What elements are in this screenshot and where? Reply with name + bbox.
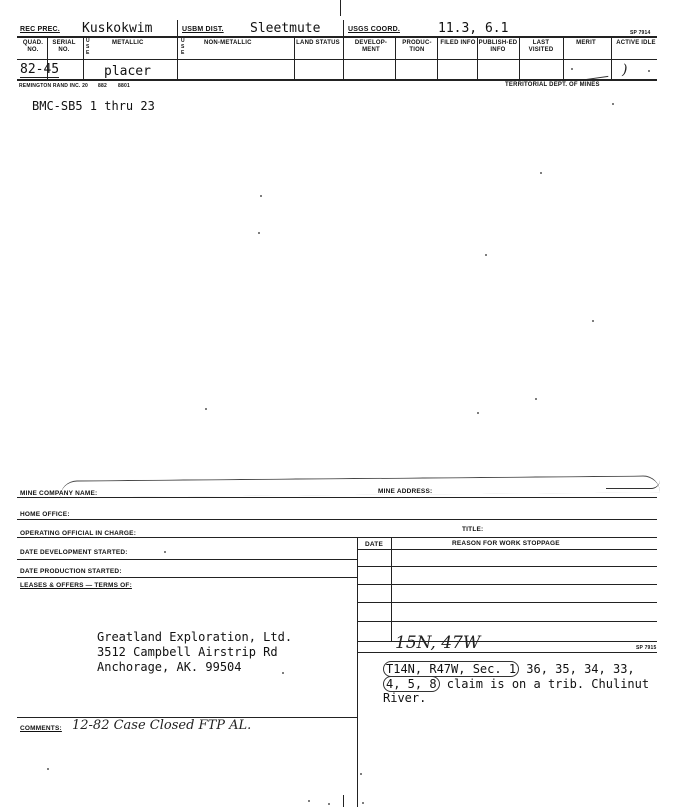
location-rest-2: claim is on a trib. Chulinut	[439, 677, 650, 691]
date-col-label: DATE	[365, 541, 384, 548]
usbm-dist-value: Sleetmute	[250, 21, 321, 36]
col-production: PRODUC-TION	[402, 40, 432, 53]
col-active-idle: ACTIVE IDLE	[616, 40, 656, 46]
location-rest-1: 36, 35, 34, 33,	[519, 662, 635, 676]
usgs-coord-value: 11.3, 6.1	[438, 21, 509, 36]
header-rule	[17, 36, 657, 38]
form-number-bottom: SP 7915	[636, 645, 657, 651]
department-label: TERRITORIAL DEPT. OF MINES	[505, 82, 600, 88]
company-name: Greatland Exploration, Ltd.	[97, 630, 293, 644]
comments-label: COMMENTS:	[20, 725, 62, 732]
date-development-label: DATE DEVELOPMENT STARTED:	[20, 549, 128, 556]
comments-value: 12-82 Case Closed FTP AL.	[72, 718, 252, 733]
location-boxed-2: 4, 5, 8	[383, 676, 440, 692]
mine-company-name-label: MINE COMPANY NAME:	[20, 490, 98, 497]
col-use: U S E	[86, 38, 90, 56]
location-boxed-1: T14N, R47W, Sec. 1	[383, 661, 519, 677]
leases-label: LEASES & OFFERS — TERMS OF:	[20, 582, 132, 589]
form-top-rule	[17, 497, 657, 498]
operating-official-label: OPERATING OFFICIAL IN CHARGE:	[20, 530, 137, 537]
handwritten-township: 15N, 47W	[395, 633, 481, 653]
col-metallic: METALLIC	[112, 40, 144, 46]
row-rule	[17, 79, 657, 81]
title-label: TITLE:	[462, 526, 484, 533]
col-filed-info: FILED INFO	[440, 40, 476, 46]
col-non-metallic: NON-METALLIC	[204, 40, 252, 46]
col-quad-no: QUAD. NO.	[22, 40, 44, 53]
col-use-2: U S E	[181, 38, 185, 56]
print-code-2: 8801	[118, 83, 130, 89]
printer-credit: REMINGTON RAND INC. 20	[19, 83, 89, 89]
active-idle-mark: )	[622, 62, 628, 78]
form-number-top: SP 7914	[630, 30, 651, 36]
reference-text: BMC-SB5 1 thru 23	[32, 99, 155, 113]
usbm-dist-label: USBM DIST.	[182, 26, 224, 33]
home-office-label: HOME OFFICE:	[20, 511, 70, 518]
reason-col-label: REASON FOR WORK STOPPAGE	[452, 540, 560, 547]
metallic-value: placer	[104, 64, 151, 79]
quad-serial-value: 82-45	[20, 62, 60, 77]
company-city: Anchorage, AK. 99504	[97, 660, 242, 674]
location-line-1	[383, 662, 635, 676]
col-development: DEVELOP-MENT	[354, 40, 388, 53]
col-last-visited: LAST VISITED	[528, 40, 554, 53]
usgs-coord-label: USGS COORD.	[348, 26, 400, 33]
location-line-2	[383, 677, 649, 691]
mine-address-label: MINE ADDRESS:	[378, 488, 433, 495]
print-code-1: 882	[98, 83, 107, 89]
company-street: 3512 Campbell Airstrip Rd	[97, 645, 278, 659]
top-center-mark	[340, 0, 341, 16]
location-line-3: River.	[383, 691, 427, 705]
rec-prec-label: REC PREC.	[20, 26, 60, 33]
center-divider	[357, 537, 358, 807]
col-land-status: LAND STATUS	[296, 40, 340, 46]
rec-prec-value: Kuskokwim	[82, 21, 153, 36]
col-serial-no: SERIAL NO.	[52, 40, 76, 53]
col-published-info: PUBLISH-ED INFO	[478, 40, 518, 53]
date-production-label: DATE PRODUCTION STARTED:	[20, 568, 122, 575]
col-merit: MERIT	[576, 40, 596, 46]
